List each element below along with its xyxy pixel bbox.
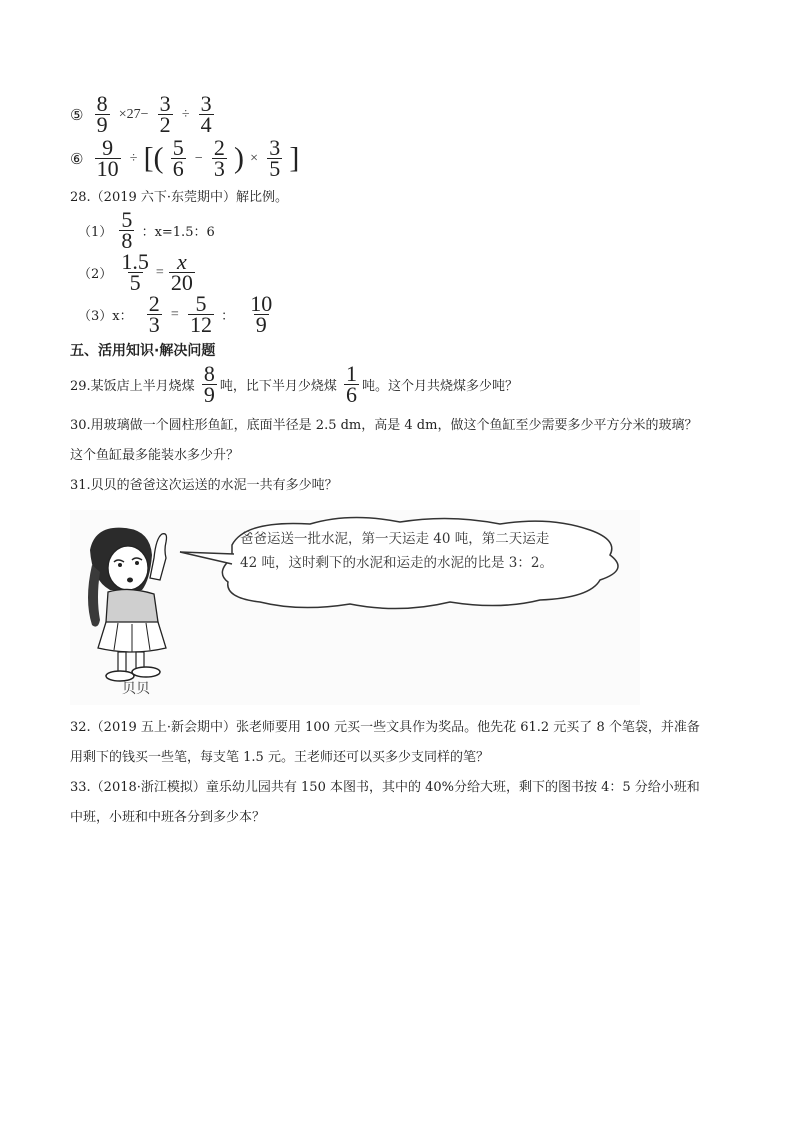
- question-33-line-1: 33.（2018·浙江模拟）童乐幼儿园共有 150 本图书，其中的 40%分给大班，剩下的图书按 4：5 分给小班和: [70, 780, 700, 795]
- expression-6: [70, 135, 300, 181]
- paren-close: ): [234, 141, 245, 175]
- operator: ÷: [181, 106, 190, 122]
- question-32-line-1: 32.（2019 五上·新会期中）张老师要用 100 元买一些文具作为奖品。他先花 61.2 元买了 8 个笔袋，并准备: [70, 720, 700, 735]
- speech-bubble-line-1: 爸爸运送一批水泥，第一天运走 40 吨，第二天运走: [240, 531, 550, 547]
- fraction: $\frac{3}{5}$: [269, 135, 281, 181]
- question-29: 29.某饭店上半月烧煤 $\frac{8}{9}$ 吨，比下半月少烧煤 $\frac{1}{6}$ 吨。这个月共烧煤多少吨？: [70, 361, 518, 407]
- fraction: $\frac{1}{6}$: [345, 361, 357, 407]
- operator: −: [194, 150, 203, 166]
- question-28-part-2: （2） $\frac{1.5}{5}$ = $\frac{x}{20}$: [78, 249, 193, 295]
- speech-bubble-line-2: 42 吨，这时剩下的水泥和运走的水泥的比是 3：2。: [240, 555, 553, 571]
- fraction: $\frac{3}{2}$: [159, 91, 171, 137]
- question-28-part-1: （1） $\frac{5}{8}$ ：x=1.5：6: [78, 207, 215, 253]
- fraction: $\frac{x}{20}$: [170, 249, 193, 295]
- section-heading: 五、活用知识·解决问题: [70, 343, 216, 359]
- operator: ×27−: [118, 106, 149, 122]
- question-30-line-2: 这个鱼缸最多能装水多少升？: [70, 448, 240, 463]
- operator: ×: [250, 150, 259, 166]
- illustration-beibei: [70, 510, 640, 705]
- fraction: $\frac{2}{3}$: [213, 135, 225, 181]
- question-28-title: 28.（2019 六下·东莞期中）解比例。: [70, 190, 289, 205]
- fraction: $\frac{1.5}{5}$: [121, 249, 149, 295]
- fraction: $\frac{8}{9}$: [203, 361, 215, 407]
- fraction: $\frac{10}{9}$: [250, 291, 273, 337]
- item-marker: ⑥: [70, 149, 84, 168]
- fraction: $\frac{2}{3}$: [148, 291, 160, 337]
- question-30-line-1: 30.用玻璃做一个圆柱形鱼缸，底面半径是 2.5 dm，高是 4 dm，做这个鱼缸至少需要多少平方分米的玻璃？: [70, 418, 698, 433]
- item-marker: ⑤: [70, 105, 84, 124]
- bracket-open: [(: [143, 141, 164, 175]
- fraction: $\frac{5}{6}$: [172, 135, 184, 181]
- fraction: $\frac{5}{12}$: [189, 291, 212, 337]
- question-28-part-3: （3）x： $\frac{2}{3}$ = $\frac{5}{12}$ ： $\frac{10}{9}$: [78, 291, 273, 337]
- fraction: $\frac{9}{10}$: [96, 135, 119, 181]
- question-31: 31.贝贝的爸爸这次运送的水泥一共有多少吨？: [70, 478, 338, 493]
- question-33-line-2: 中班，小班和中班各分到多少本？: [70, 810, 266, 825]
- question-32-line-2: 用剩下的钱买一些笔，每支笔 1.5 元。王老师还可以买多少支同样的笔？: [70, 750, 489, 765]
- fraction: $\frac{8}{9}$: [96, 91, 108, 137]
- expression-5: [70, 91, 217, 137]
- bracket-close: ]: [289, 141, 300, 175]
- fraction: $\frac{3}{4}$: [200, 91, 212, 137]
- operator: ÷: [129, 150, 138, 166]
- character-name: 贝贝: [122, 681, 150, 697]
- fraction: $\frac{5}{8}$: [121, 207, 133, 253]
